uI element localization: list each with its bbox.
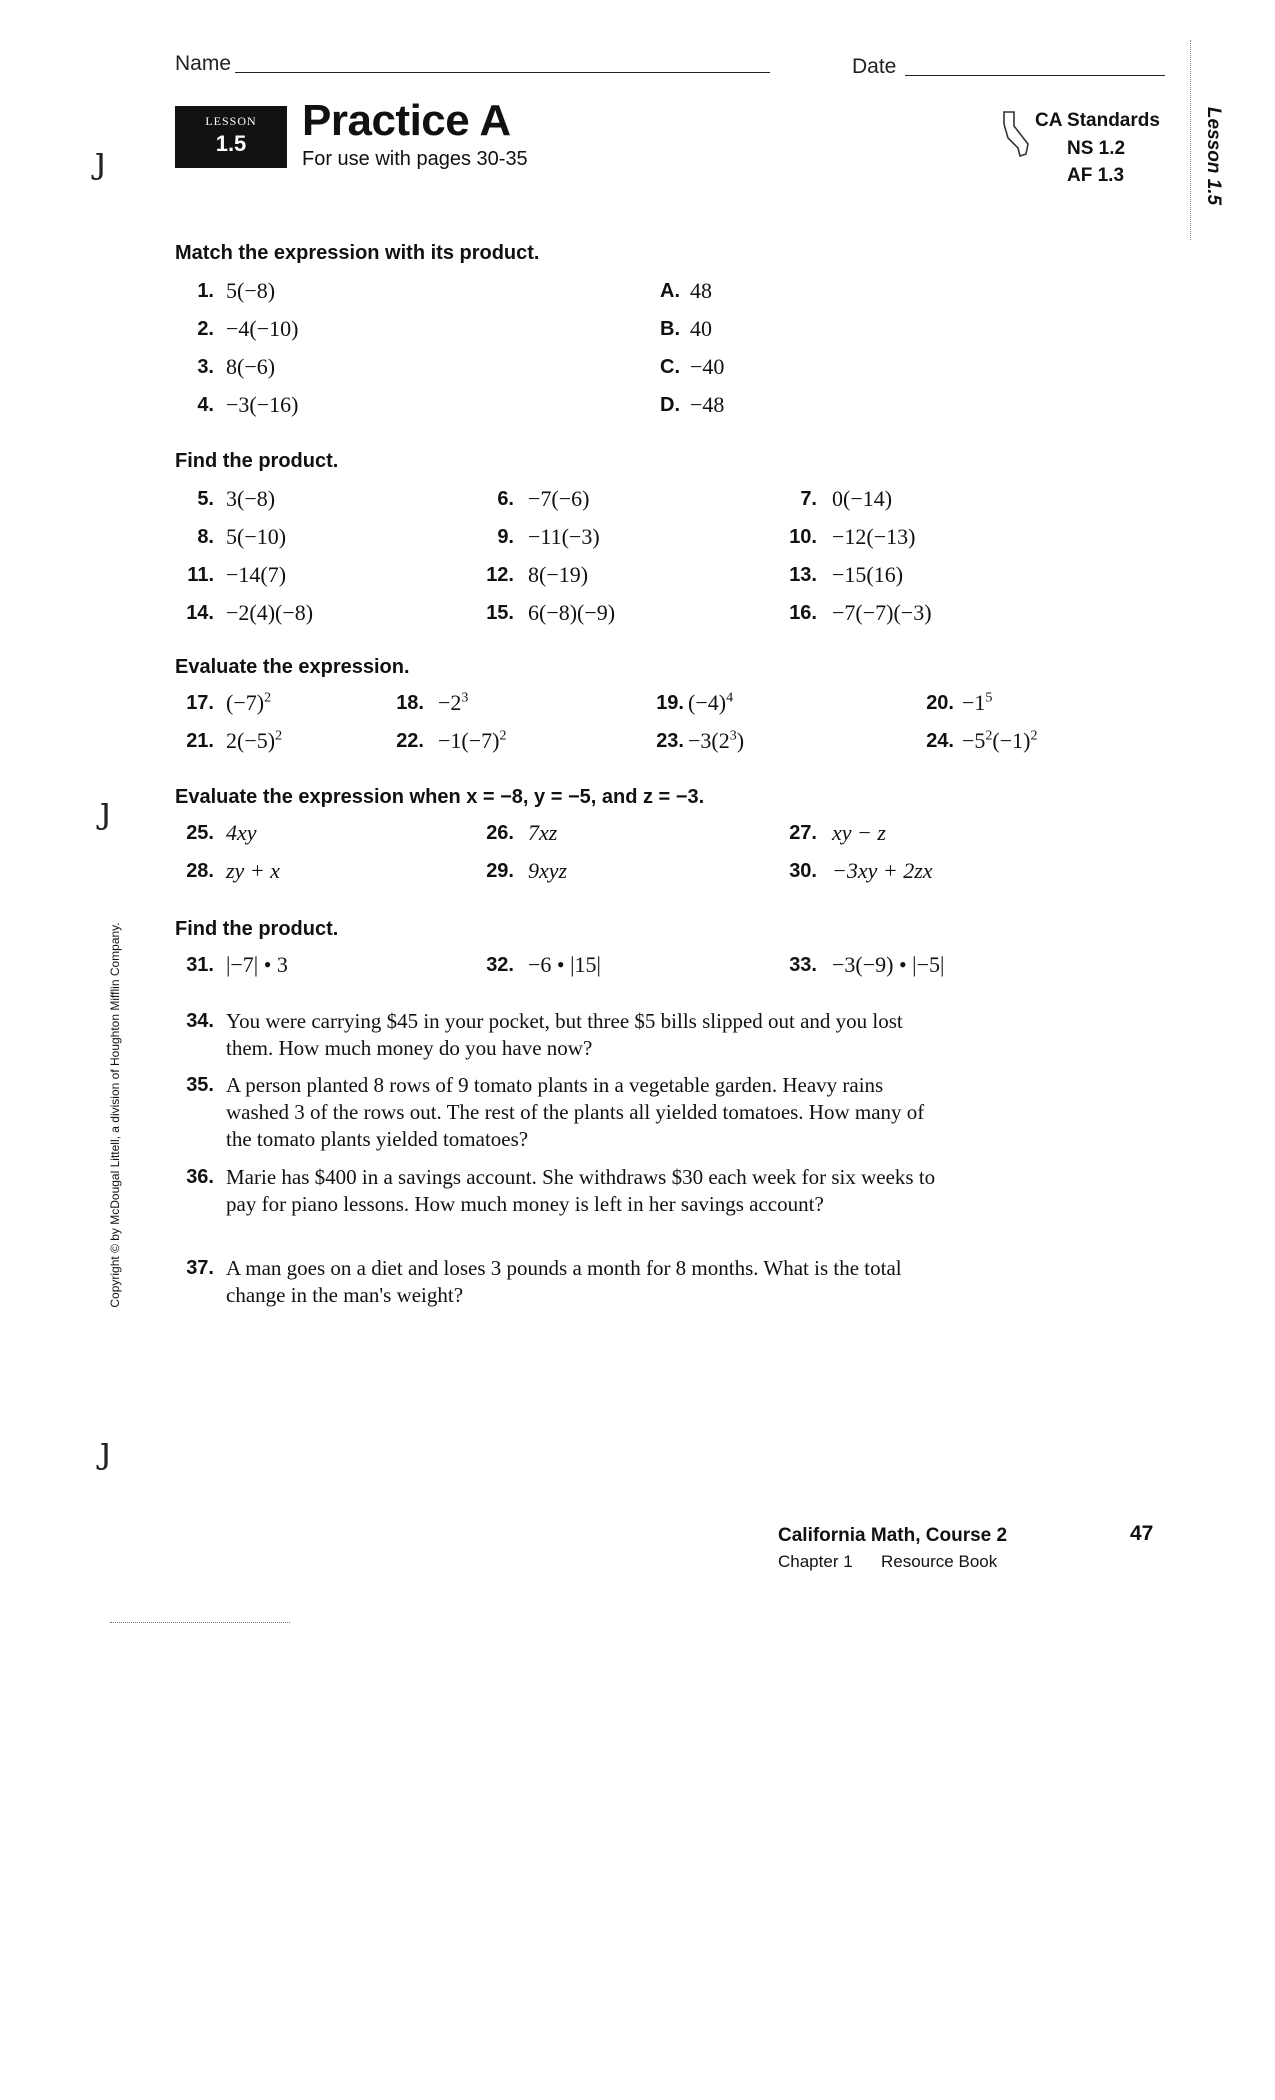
page-number: 47 — [1130, 1522, 1154, 1545]
problem-number: 12. — [486, 564, 514, 586]
section-heading-abs: Find the product. — [175, 918, 339, 940]
problem-number: 3. — [197, 356, 214, 378]
problem-number: 20. — [926, 692, 954, 714]
problem-number: 10. — [789, 526, 817, 548]
problem-expression: −15(16) — [832, 562, 904, 587]
problem-expression: 9xyz — [528, 858, 568, 883]
name-line[interactable] — [235, 72, 770, 73]
margin-mark-icon: ȷ — [100, 1430, 112, 1471]
problem-expression: 40 — [690, 316, 712, 341]
problem-number: 28. — [186, 860, 214, 882]
problem-number: 11. — [187, 564, 214, 586]
footer-book-title: California Math, Course 2 — [778, 1525, 1008, 1546]
problem-number: 17. — [186, 692, 214, 714]
problem-number: 35. — [186, 1074, 214, 1096]
margin-mark-icon: ȷ — [100, 790, 112, 831]
exponent: 2 — [275, 728, 283, 744]
footer-resource: Resource Book — [881, 1552, 998, 1571]
standard-ns: NS 1.2 — [1067, 138, 1126, 159]
problem-expression: −4(−10) — [226, 316, 299, 341]
problem-number: 22. — [396, 730, 424, 752]
problem-expression — [962, 728, 1037, 754]
date-label: Date — [852, 55, 897, 78]
california-state-icon — [1000, 108, 1032, 160]
expression-part: (−7) — [226, 690, 265, 715]
answer-letter: C. — [660, 356, 680, 378]
problem-number: 9. — [497, 526, 514, 548]
problem-number: 31. — [186, 954, 214, 976]
problem-expression: −7(−7)(−3) — [832, 600, 932, 625]
exponent: 3 — [461, 690, 469, 706]
page-subtitle: For use with pages 30-35 — [302, 148, 528, 170]
problem-number: 13. — [789, 564, 817, 586]
exponent: 2 — [1030, 728, 1038, 744]
page-title: Practice A — [302, 96, 511, 145]
answer-letter: B. — [660, 318, 680, 340]
exponent: 3 — [729, 728, 737, 744]
problem-number: 32. — [486, 954, 514, 976]
problem-number: 27. — [789, 822, 817, 844]
problem-expression: 8(−6) — [226, 354, 276, 379]
margin-mark-icon: ȷ — [95, 140, 107, 181]
tab-edge-line — [1190, 40, 1191, 240]
problem-number: 37. — [186, 1257, 214, 1279]
problem-expression: 3(−8) — [226, 486, 276, 511]
problem-number: 1. — [197, 280, 214, 302]
problem-number: 2. — [197, 318, 214, 340]
expression-part: (−4) — [688, 690, 727, 715]
problem-number: 29. — [486, 860, 514, 882]
problem-number: 18. — [396, 692, 424, 714]
exponent: 5 — [985, 690, 993, 706]
problem-number: 5. — [197, 488, 214, 510]
word-problem-text: A man goes on a diet and loses 3 pounds a month for 8 months. What is the total change in the man's weight? — [226, 1256, 902, 1307]
problem-expression: −48 — [690, 392, 725, 417]
section-heading-evaluate: Evaluate the expression. — [175, 656, 410, 678]
standard-af: AF 1.3 — [1067, 165, 1125, 186]
problem-expression: 0(−14) — [832, 486, 893, 511]
problem-expression: −3xy + 2zx — [832, 858, 933, 883]
problem-number: 23. — [656, 730, 684, 752]
scan-edge-marks — [110, 1622, 290, 1623]
problem-expression: |−7| • 3 — [226, 952, 288, 977]
problem-number: 34. — [186, 1010, 214, 1032]
problem-expression: 7xz — [528, 820, 558, 845]
problem-number: 8. — [197, 526, 214, 548]
problem-number: 4. — [197, 394, 214, 416]
lesson-badge — [175, 106, 287, 168]
expression-part: (−1) — [992, 728, 1031, 753]
name-label: Name — [175, 52, 232, 75]
problem-expression: −3(−9) • |−5| — [832, 952, 945, 977]
problem-expression — [226, 728, 282, 754]
word-problem-text: You were carrying $45 in your pocket, but three $5 bills slipped out and you lost them. How much money do you have now? — [226, 1009, 903, 1060]
lesson-word: LESSON — [205, 114, 257, 128]
section-heading-product: Find the product. — [175, 450, 339, 472]
problem-expression: −14(7) — [226, 562, 287, 587]
standards-title: CA Standards — [1035, 110, 1160, 131]
problem-number: 30. — [789, 860, 817, 882]
problem-number: 33. — [789, 954, 817, 976]
copyright-notice: Copyright © by McDougal Littell, a division of Houghton Mifflin Company. — [108, 922, 122, 1308]
problem-expression: xy − z — [832, 820, 886, 845]
exponent: 2 — [264, 690, 272, 706]
problem-number: 24. — [926, 730, 954, 752]
section-heading-match: Match the expression with its product. — [175, 242, 540, 264]
word-problem-text: A person planted 8 rows of 9 tomato plants in a vegetable garden. Heavy rains washed 3 of the rows out. The rest of the plants all yielded tomatoes. How many of the tomato plants yielded tomatoes? — [226, 1073, 925, 1151]
problem-number: 36. — [186, 1166, 214, 1188]
problem-number: 16. — [789, 602, 817, 624]
problem-number: 19. — [656, 692, 684, 714]
expression-part: 2(−5) — [226, 728, 276, 753]
problem-expression — [688, 690, 733, 716]
expression-part: −5 — [962, 728, 986, 753]
expression-part: −1 — [962, 690, 986, 715]
problem-number: 21. — [186, 730, 214, 752]
problem-number: 25. — [186, 822, 214, 844]
problem-expression — [962, 690, 992, 716]
lesson-number: 1.5 — [215, 131, 247, 156]
expression-part: ) — [736, 728, 745, 753]
problem-expression: zy + x — [226, 858, 280, 883]
expression-part: −2 — [438, 690, 462, 715]
word-problem-text: Marie has $400 in a savings account. She withdraws $30 each week for six weeks to pay for piano lessons. How much money is left in her savings account? — [226, 1165, 936, 1216]
problem-expression: 4xy — [226, 820, 257, 845]
problem-number: 14. — [186, 602, 214, 624]
problem-expression: 5(−8) — [226, 278, 276, 303]
problem-expression: −40 — [690, 354, 725, 379]
problem-number: 7. — [800, 488, 817, 510]
problem-expression — [438, 690, 468, 716]
problem-expression — [438, 728, 506, 754]
problem-expression: −2(4)(−8) — [226, 600, 314, 625]
problem-expression — [226, 690, 271, 716]
problem-expression — [688, 728, 744, 754]
problem-expression: 48 — [690, 278, 712, 303]
problem-expression: 8(−19) — [528, 562, 589, 587]
side-lesson-tab: Lesson 1.5 — [1203, 106, 1224, 206]
problem-expression: −3(−16) — [226, 392, 299, 417]
problem-number: 15. — [486, 602, 514, 624]
problem-expression: −7(−6) — [528, 486, 590, 511]
answer-letter: A. — [660, 280, 680, 302]
expression-part: −3(2 — [688, 728, 730, 753]
footer-chapter: Chapter 1 — [778, 1552, 853, 1571]
expression-part: −1(−7) — [438, 728, 500, 753]
answer-letter: D. — [660, 394, 680, 416]
date-line[interactable] — [905, 75, 1165, 76]
exponent: 2 — [499, 728, 507, 744]
section-heading-variables: Evaluate the expression when x = −8, y = −5, and z = −3. — [175, 786, 705, 808]
exponent: 4 — [726, 690, 734, 706]
exponent: 2 — [985, 728, 993, 744]
problem-expression: 5(−10) — [226, 524, 287, 549]
problem-expression: 6(−8)(−9) — [528, 600, 616, 625]
problem-expression: −11(−3) — [528, 524, 600, 549]
problem-number: 26. — [486, 822, 514, 844]
problem-expression: −6 • |15| — [528, 952, 601, 977]
problem-expression: −12(−13) — [832, 524, 916, 549]
problem-number: 6. — [497, 488, 514, 510]
